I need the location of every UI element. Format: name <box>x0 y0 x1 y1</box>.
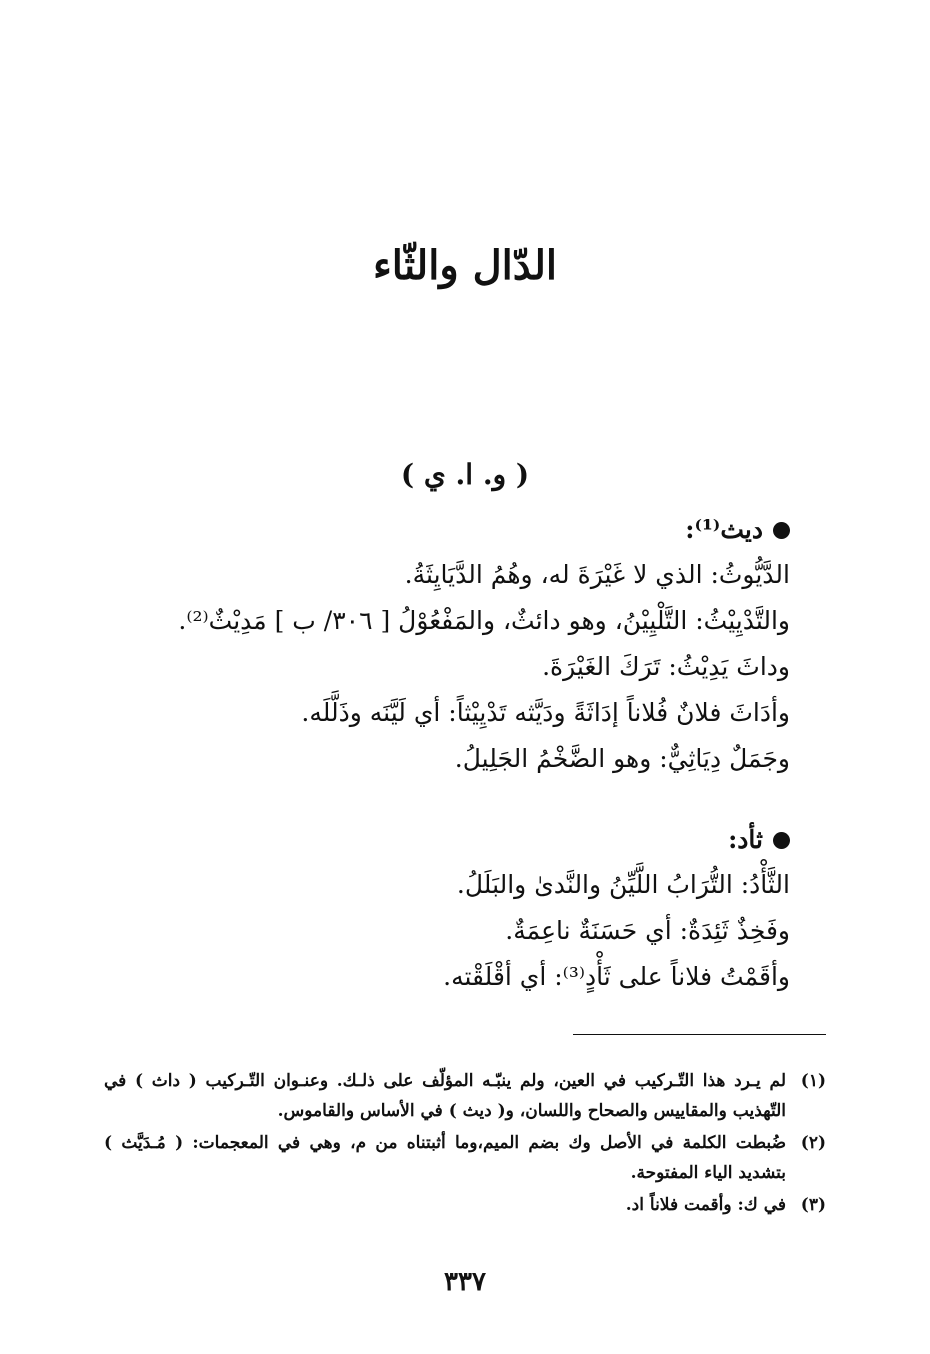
entry-thaad <box>110 818 790 1000</box>
chapter-title: الدّال والثّاء <box>372 242 558 289</box>
footnote-divider <box>573 1034 826 1035</box>
footnote-number: (١) <box>800 1071 826 1091</box>
entry-line: وداثَ يَدِيْثُ: تَرَكَ الغَيْرَةَ. <box>542 652 790 681</box>
entry-head <box>110 508 790 552</box>
entry-headword: ثأد: <box>728 825 763 854</box>
entry-line: وأدَاثَ فلانٌ فُلاناً إدَاثَةً ودَيَّثه تَدْيِيْثاً: أي لَيَّنَه وذَلَّلَه. <box>301 698 790 727</box>
entry-line: الدَّيُّوثُ: الذي لا غَيْرَةَ له، وهُمُ الدَّيَايِثَةُ. <box>404 560 790 589</box>
root-heading: ( و. ا. ي ) <box>400 458 530 491</box>
bullet-icon <box>773 522 790 539</box>
entry-line: الثَّأْدُ: التُّرَابُ اللَّيِّنُ والنَّدىٰ والبَلَلُ. <box>456 870 790 899</box>
footnotes <box>104 1066 826 1222</box>
footnote-number: (٣) <box>800 1195 826 1215</box>
footnote-text: ضُبطت الكلمة في الأصل وك بضم الميم،وما أثبتناه من م، وهي في المعجمات: ( مُـدَيَّث ) بتشديد الياء المفتوحة. <box>104 1133 786 1183</box>
entry-head <box>110 818 790 862</box>
page-number: ٣٣٧ <box>444 1267 486 1297</box>
footnote <box>104 1128 826 1188</box>
bullet-icon <box>773 832 790 849</box>
entry-line: وأقَمْتُ فلاناً على ثَأْدٍ⁽³⁾: أي أقْلَقْته. <box>443 962 790 991</box>
footnote-text: في ك: وأقمت فلاناً اد. <box>625 1195 786 1215</box>
footnote-number: (٢) <box>800 1133 826 1153</box>
entry-line: وجَمَلٌ دِيَاثِيٌّ: وهو الضَّخْمُ الجَلِيلُ. <box>454 744 790 773</box>
entry-dayth <box>110 508 790 782</box>
footnote <box>104 1066 826 1126</box>
entry-line: والتَّدْيِيْثُ: التَّلْيِيْنُ، وهو دائثٌ، والمَفْعُوْلُ [ ٣٠٦/ ب ] مَدِيْثٌ⁽²⁾. <box>178 606 790 635</box>
entry-line: وفَخِذٌ ثَئِدَةٌ: أي حَسَنَةٌ ناعِمَةٌ. <box>505 916 790 945</box>
footnote-text: لم يـرد هذا التّـركيب في العين، ولم ينبّـه المؤلّف على ذلـك. وعنـوان التّـركيب ( داث ) في التّهذيب والمقاييس والصحاح واللسان، و( ديث ) في الأساس والقاموس. <box>104 1071 786 1121</box>
footnote <box>104 1190 826 1220</box>
entry-headword: ديث⁽¹⁾: <box>685 515 763 544</box>
